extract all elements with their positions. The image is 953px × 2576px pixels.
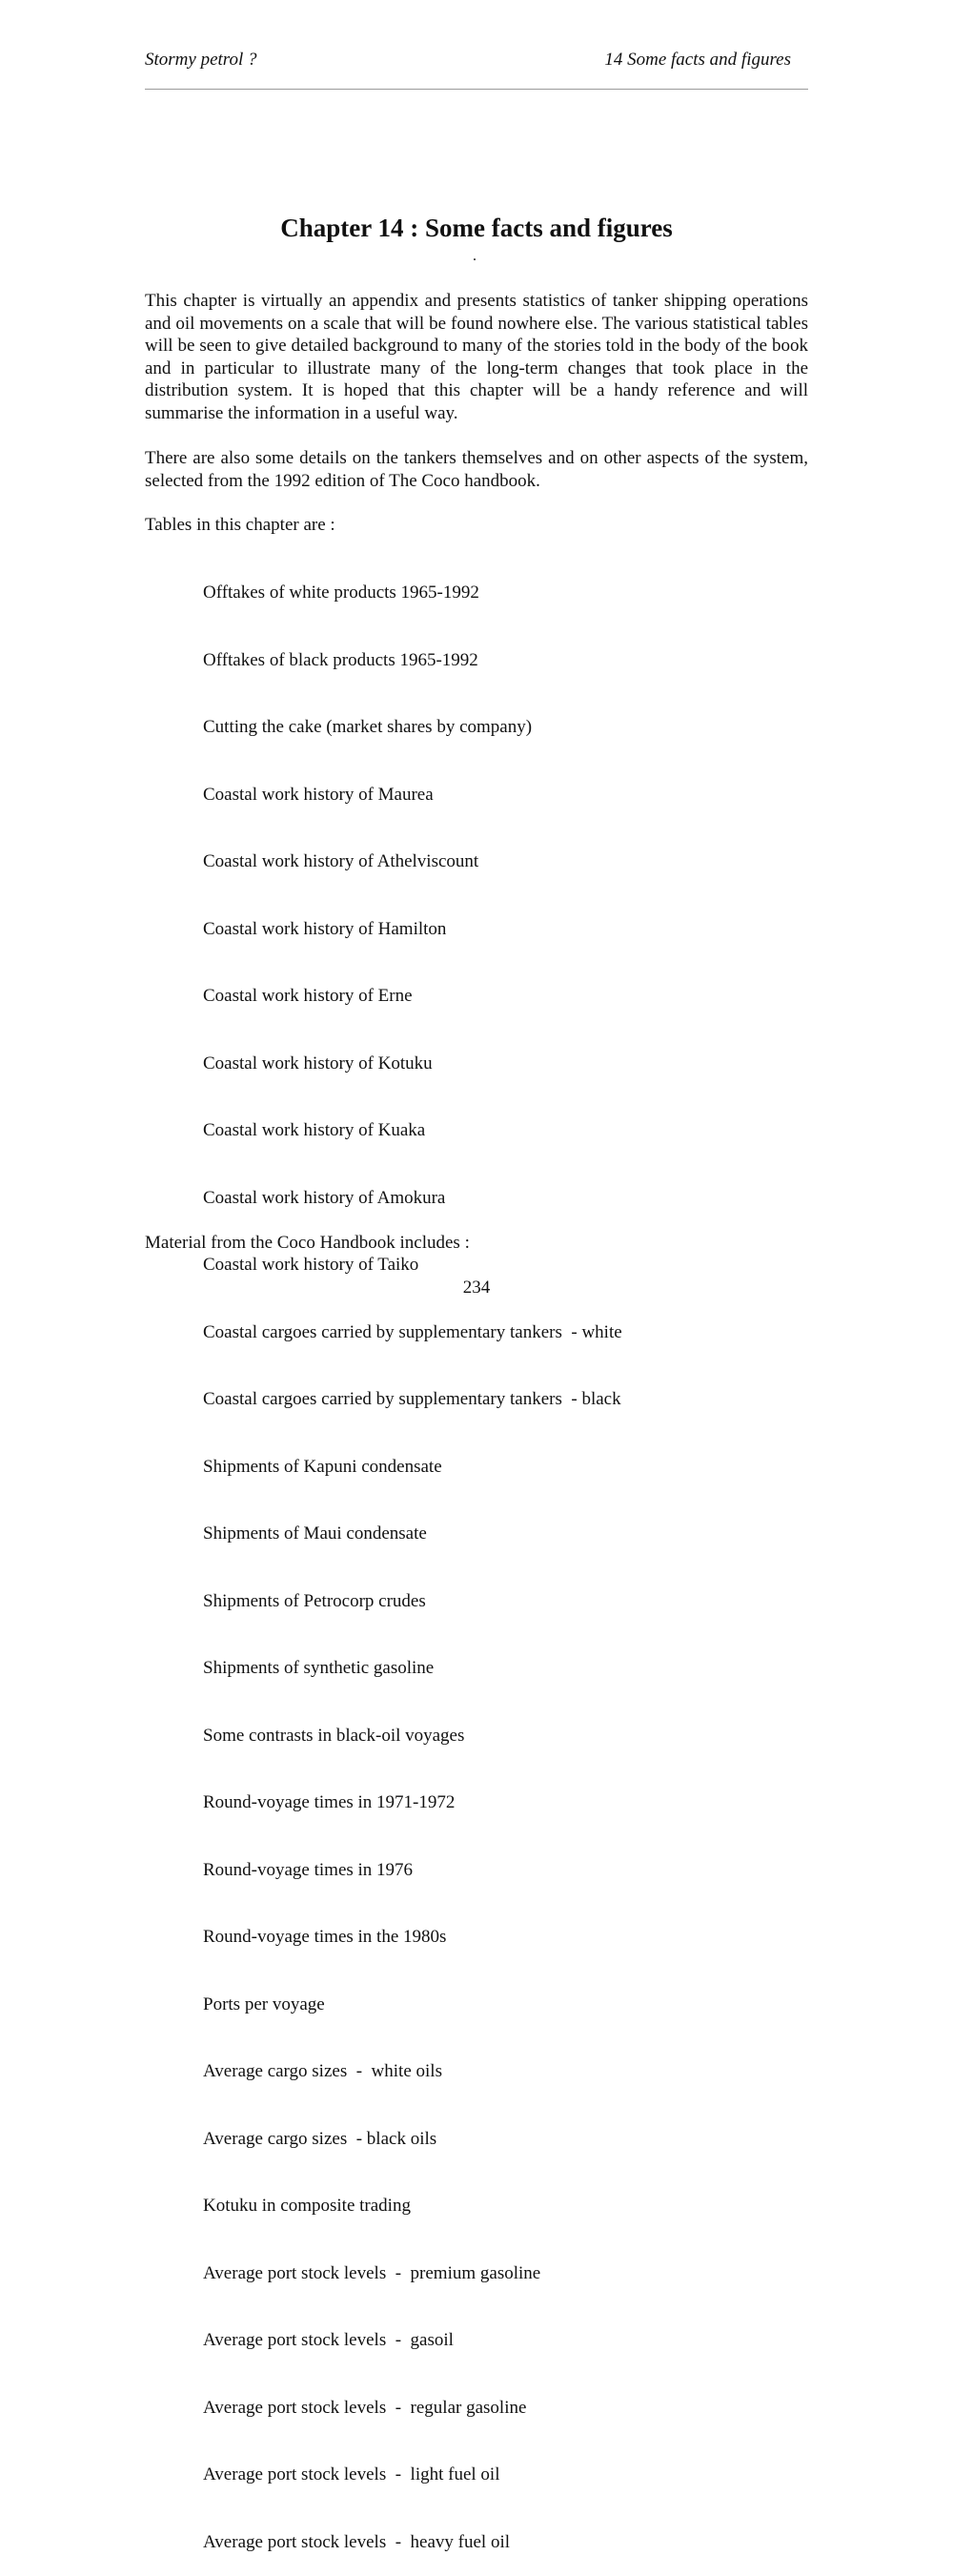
handbook-intro: Material from the Coco Handbook includes : [145,1233,470,1253]
list-item: Coastal work history of Athelviscount [203,851,479,871]
list-item: Coastal work history of Hamilton [203,918,447,939]
chapter-title: Chapter 14 : Some facts and figures [280,214,673,242]
list-item: Average port stock levels - light fuel oil [203,2464,500,2484]
list-item: Coastal work history of Kuaka [203,1120,426,1140]
book-title: Stormy petrol ? [145,50,257,70]
list-item: Average cargo sizes - white oils [203,2061,442,2081]
list-item: Cutting the cake (market shares by company) [203,717,533,737]
tables-intro: Tables in this chapter are : [145,515,335,535]
list-item: Offtakes of white products 1965-1992 [203,583,479,603]
list-item: Coastal cargoes carried by supplementary tankers - white [203,1321,622,1342]
list-item: Shipments of synthetic gasoline [203,1658,435,1678]
list-item: Offtakes of black products 1965-1992 [203,649,478,670]
list-item: Round-voyage times in 1976 [203,1859,414,1880]
list-item: Shipments of Maui condensate [203,1523,427,1544]
list-item: Shipments of Petrocorp crudes [203,1590,426,1611]
tables-list [203,537,622,2576]
page-number: 234 [462,1278,491,1298]
list-item: Coastal work history of Taiko [203,1255,419,1275]
details-paragraph: There are also some details on the tankers themselves and on other aspects of the system, selected from the 1992 edition of The Coco handbook. [145,448,808,491]
list-item: Average port stock levels - heavy fuel oil [203,2531,511,2552]
list-item: Kotuku in composite trading [203,2196,411,2216]
header-divider [145,89,808,90]
list-item: Coastal work history of Kotuku [203,1053,433,1073]
list-item: Ports per voyage [203,1993,325,2014]
list-item: Average port stock levels - premium gasoline [203,2262,541,2283]
list-item: Average cargo sizes - black oils [203,2128,437,2149]
list-item: Coastal work history of Erne [203,986,413,1006]
list-item: Coastal cargoes carried by supplementary tankers - black [203,1389,621,1409]
list-item: Average port stock levels - gasoil [203,2330,454,2350]
list-item: Average port stock levels - regular gasoline [203,2397,527,2418]
chapter-running-title: 14 Some facts and figures [604,50,791,70]
list-item: Round-voyage times in 1971-1972 [203,1792,456,1812]
running-header [145,50,808,74]
list-item: Coastal work history of Amokura [203,1187,446,1208]
list-item: Shipments of Kapuni condensate [203,1456,442,1477]
title-dot: . [473,248,476,264]
list-item: Some contrasts in black-oil voyages [203,1725,465,1746]
list-item: Coastal work history of Maurea [203,784,434,805]
list-item: Round-voyage times in the 1980s [203,1927,447,1947]
intro-paragraph: This chapter is virtually an appendix and presents statistics of tanker shipping operations and oil movements on a scale that will be found nowhere else. The various statistical tables will be seen to give detailed background to many of the stories told in the body of the book and in particular to illustrate many of the long-term changes that took place in the distribution system. It is hoped that this chapter will be a handy reference and will summarise the information in a useful way. [145,291,808,423]
